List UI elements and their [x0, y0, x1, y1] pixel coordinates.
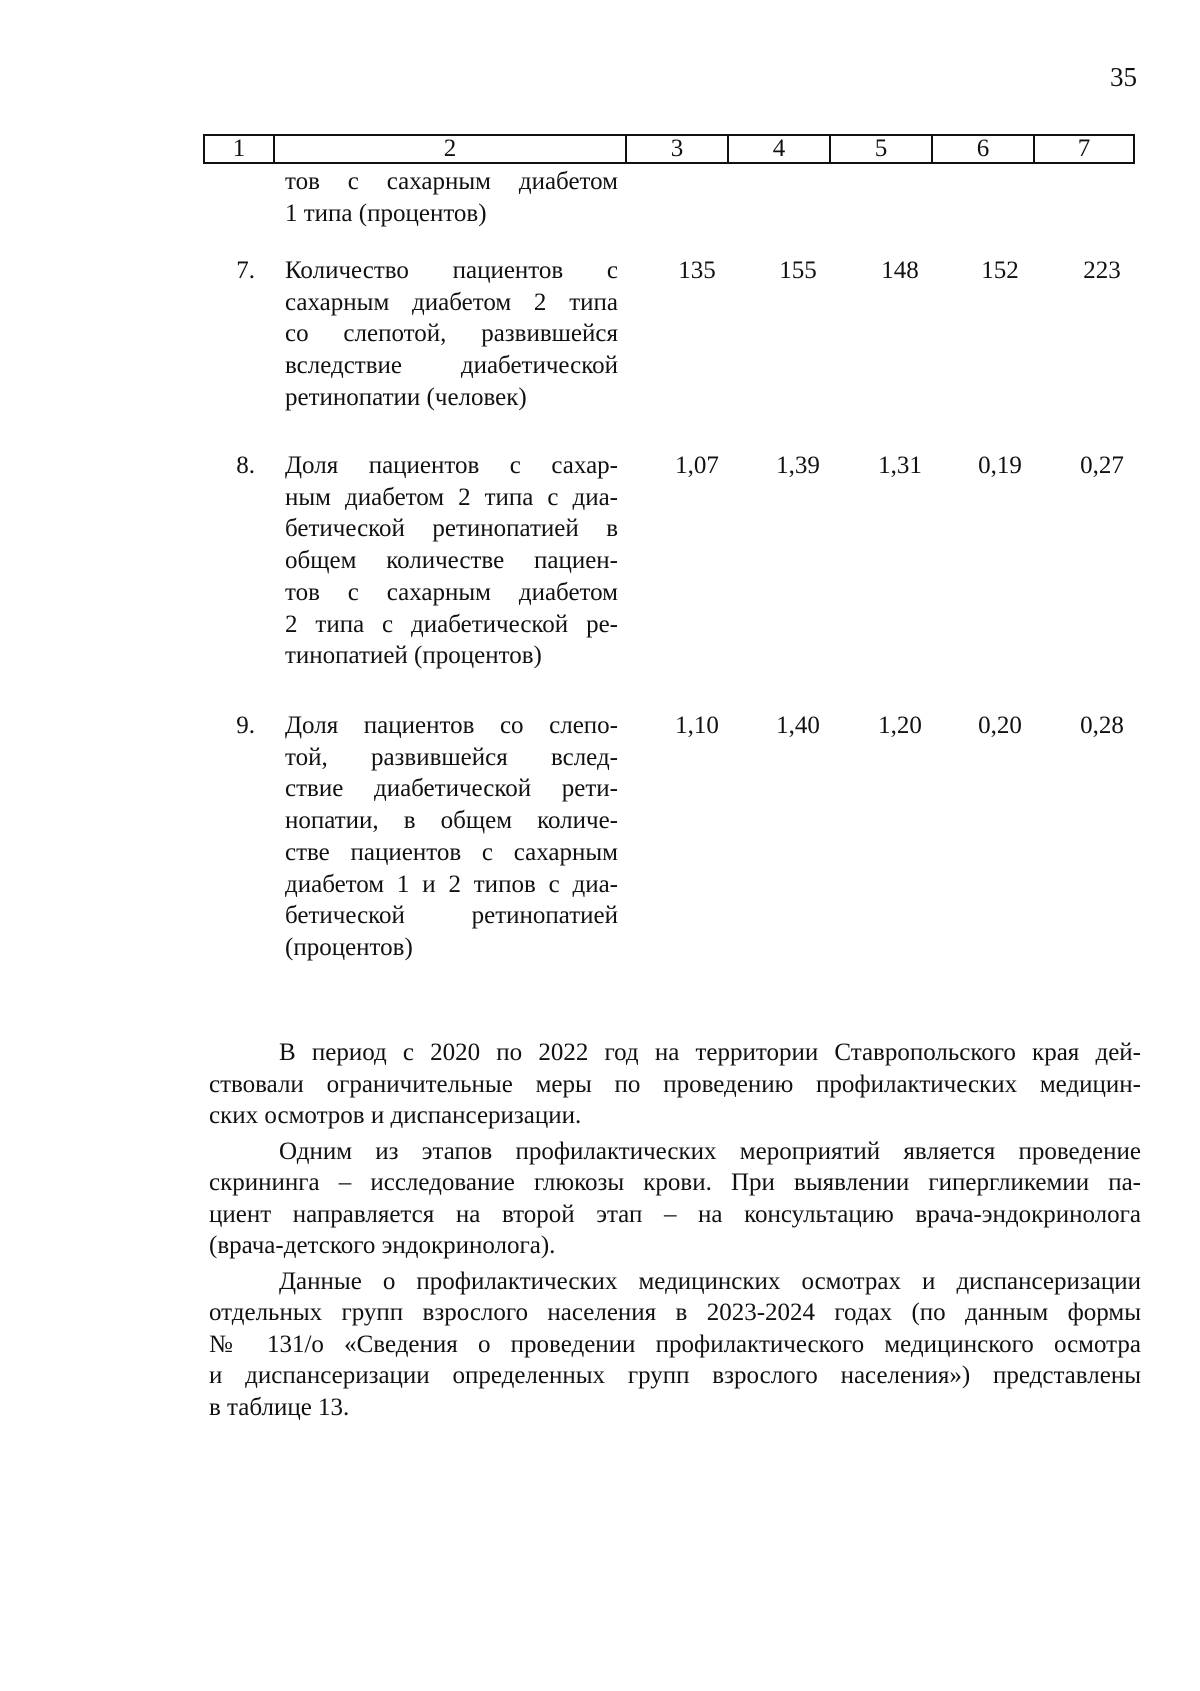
table-header-cell-6: 6	[933, 136, 1035, 162]
row-value-col5: 148	[881, 257, 919, 284]
description-line: ретинопатии (человек)	[285, 383, 527, 411]
description-line: Доля пациентов с сахар-	[285, 452, 618, 479]
table-header-cell-4: 4	[729, 136, 831, 162]
paragraph-line: ских осмотров и диспансеризации.	[209, 1102, 582, 1129]
page-number: 35	[1110, 62, 1137, 92]
table-header-cell-5: 5	[831, 136, 933, 162]
row-number: 8.	[236, 452, 255, 479]
table-header-row	[203, 134, 1135, 164]
paragraph-line: в таблице 13.	[209, 1393, 350, 1421]
row-value-col4: 1,40	[776, 712, 820, 739]
paragraph-line: отдельных групп взрослого населения в 2023-2024 годах (по данным формы	[209, 1299, 1141, 1326]
paragraph	[209, 1136, 1141, 1262]
row-value-col7: 0,28	[1080, 712, 1124, 739]
description-line: тов с сахарным диабетом	[285, 578, 618, 606]
row-value-col5: 1,20	[878, 712, 922, 739]
table-header-cell-3: 3	[627, 136, 729, 162]
paragraph-line: ствовали ограничительные меры по проведению профилактических медицин-	[209, 1070, 1141, 1098]
row-value-col4: 1,39	[776, 452, 820, 479]
row-value-col3: 1,10	[675, 712, 719, 739]
description-line: ным диабетом 2 типа с диа-	[285, 483, 618, 511]
row-value-col6: 152	[981, 257, 1019, 284]
row-value-col4: 155	[779, 257, 817, 284]
description-line: тов с сахарным диабетом	[285, 168, 618, 195]
description-line: 1 типа (процентов)	[285, 199, 487, 227]
row-number: 9.	[236, 712, 255, 739]
table-header-cell-1: 1	[205, 136, 275, 162]
description-line: той, развившейся вслед-	[285, 743, 618, 771]
table-row-description	[285, 450, 618, 672]
paragraph-line: скрининга – исследование глюкозы крови. При выявлении гипергликемии па-	[209, 1169, 1141, 1196]
paragraph	[209, 1266, 1141, 1424]
paragraph-line: (врача-детского эндокринолога).	[209, 1232, 556, 1259]
description-line: диабетом 1 и 2 типов с диа-	[285, 870, 618, 898]
description-line: бетической ретинопатией	[285, 902, 618, 930]
paragraph-line: В период с 2020 по 2022 год на территории Ставропольского края дей-	[279, 1039, 1141, 1066]
description-line: нопатии, в общем количе-	[285, 807, 618, 835]
paragraph	[209, 1037, 1141, 1132]
description-line: Количество пациентов с	[285, 257, 618, 284]
row-value-col3: 135	[678, 257, 716, 284]
paragraph-line: циент направляется на второй этап – на консультацию врача-эндокринолога	[209, 1200, 1141, 1228]
row-value-col7: 223	[1083, 257, 1121, 284]
row-value-col7: 0,27	[1080, 452, 1124, 479]
description-line: ствие диабетической рети-	[285, 775, 618, 803]
description-line: сахарным диабетом 2 типа	[285, 288, 618, 316]
body-text	[209, 1037, 1141, 1423]
paragraph-line: № 131/о «Сведения о проведении профилактического медицинского осмотра	[209, 1330, 1141, 1358]
description-line: стве пациентов с сахарным	[285, 838, 618, 866]
row-number: 7.	[236, 257, 255, 284]
description-line: Доля пациентов со слепо-	[285, 712, 618, 739]
row-value-col6: 0,19	[978, 452, 1022, 479]
description-line: бетической ретинопатией в	[285, 515, 618, 543]
table-header-cell-2: 2	[275, 136, 627, 162]
description-line: тинопатией (процентов)	[285, 642, 542, 670]
table-row-continuation-description	[285, 166, 618, 229]
table-row-description	[285, 710, 618, 964]
row-value-col6: 0,20	[978, 712, 1022, 739]
row-value-col3: 1,07	[675, 452, 719, 479]
row-value-col5: 1,31	[878, 452, 922, 479]
paragraph-line: Одним из этапов профилактических мероприятий является проведение	[279, 1137, 1141, 1165]
description-line: общем количестве пациен-	[285, 547, 618, 575]
paragraph-line: Данные о профилактических медицинских осмотрах и диспансеризации	[279, 1267, 1141, 1295]
description-line: вследствие диабетической	[285, 352, 618, 380]
description-line: 2 типа с диабетической ре-	[285, 610, 618, 638]
table-header-cell-7: 7	[1077, 135, 1091, 162]
description-line: со слепотой, развившейся	[285, 320, 618, 348]
paragraph-line: и диспансеризации определенных групп взрослого населения») представлены	[209, 1362, 1141, 1389]
description-line: (процентов)	[285, 933, 413, 961]
table-row-description	[285, 255, 618, 414]
